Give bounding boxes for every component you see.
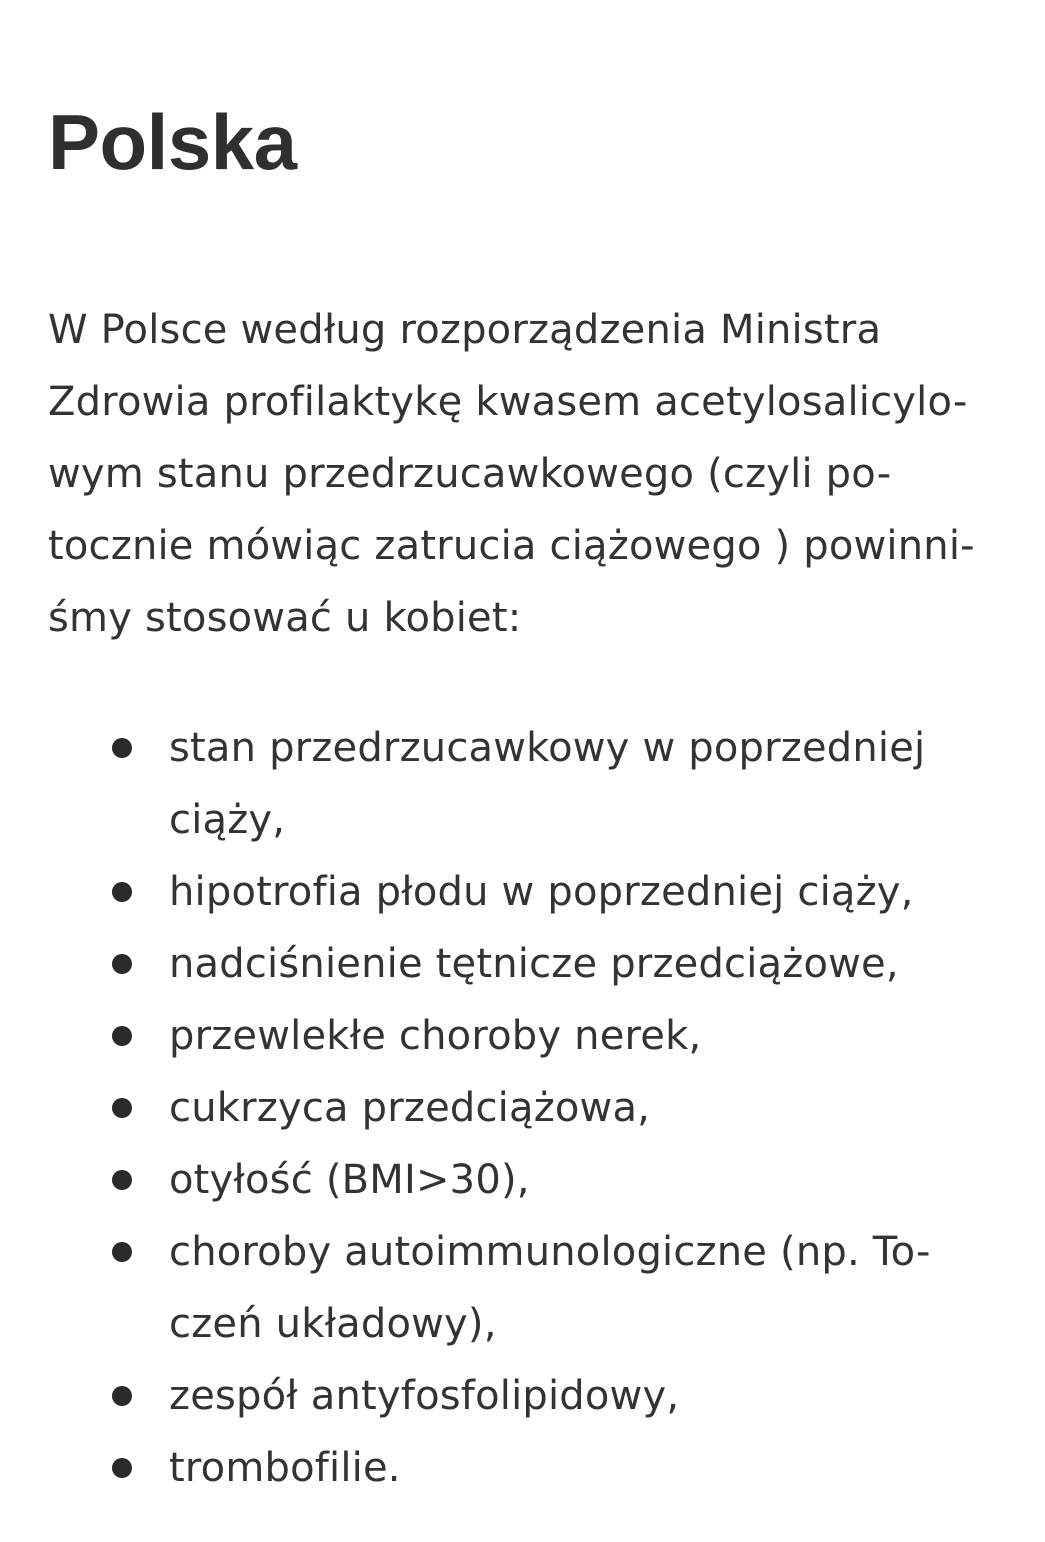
list-item: [48, 1144, 1045, 1216]
list-item: [48, 1432, 1045, 1504]
risk-factor-list: [48, 712, 1045, 1504]
intro-line: W Polsce według rozporządzenia Ministra: [48, 307, 882, 353]
list-item-text: cukrzyca przedciążowa,: [169, 1085, 651, 1131]
list-item: [48, 1360, 1045, 1432]
bullet-icon: [112, 882, 132, 902]
bullet-icon: [112, 738, 132, 758]
bullet-icon: [112, 954, 132, 974]
list-item-text: przewlekłe choroby nerek,: [169, 1013, 702, 1059]
list-item-text: nadciśnienie tętnicze przedciążowe,: [169, 941, 899, 987]
intro-line: wym stanu przedrzucawkowego (czyli po-: [48, 451, 892, 497]
list-item: [48, 1000, 1045, 1072]
intro-line: śmy stosować u kobiet:: [48, 595, 522, 641]
list-item-text: zespół antyfosfolipidowy,: [169, 1373, 680, 1419]
article-content: [48, 100, 1045, 1504]
bullet-icon: [112, 1026, 132, 1046]
intro-paragraph: [48, 294, 1045, 654]
list-item-text: trombofilie.: [169, 1445, 401, 1491]
list-item: [48, 928, 1045, 1000]
page-title: Polska: [48, 98, 297, 186]
bullet-icon: [112, 1458, 132, 1478]
bullet-icon: [112, 1098, 132, 1118]
bullet-icon: [112, 1170, 132, 1190]
list-item-text: hipotrofia płodu w poprzedniej ciąży,: [169, 869, 914, 915]
intro-line: tocznie mówiąc zatrucia ciążowego ) powinni-: [48, 523, 975, 569]
list-item-text: stan przedrzucawkowy w poprzedniej: [169, 725, 926, 771]
list-item-text: choroby autoimmunologiczne (np. To-: [169, 1229, 931, 1275]
list-item-text: otyłość (BMI>30),: [169, 1157, 530, 1203]
list-item: [48, 712, 1045, 856]
list-item-text: ciąży,: [169, 797, 286, 843]
bullet-icon: [112, 1242, 132, 1262]
list-item-text: czeń układowy),: [169, 1301, 497, 1347]
list-item: [48, 856, 1045, 928]
bullet-icon: [112, 1386, 132, 1406]
list-item: [48, 1072, 1045, 1144]
list-item: [48, 1216, 1045, 1360]
intro-line: Zdrowia profilaktykę kwasem acetylosalicylo-: [48, 379, 968, 425]
